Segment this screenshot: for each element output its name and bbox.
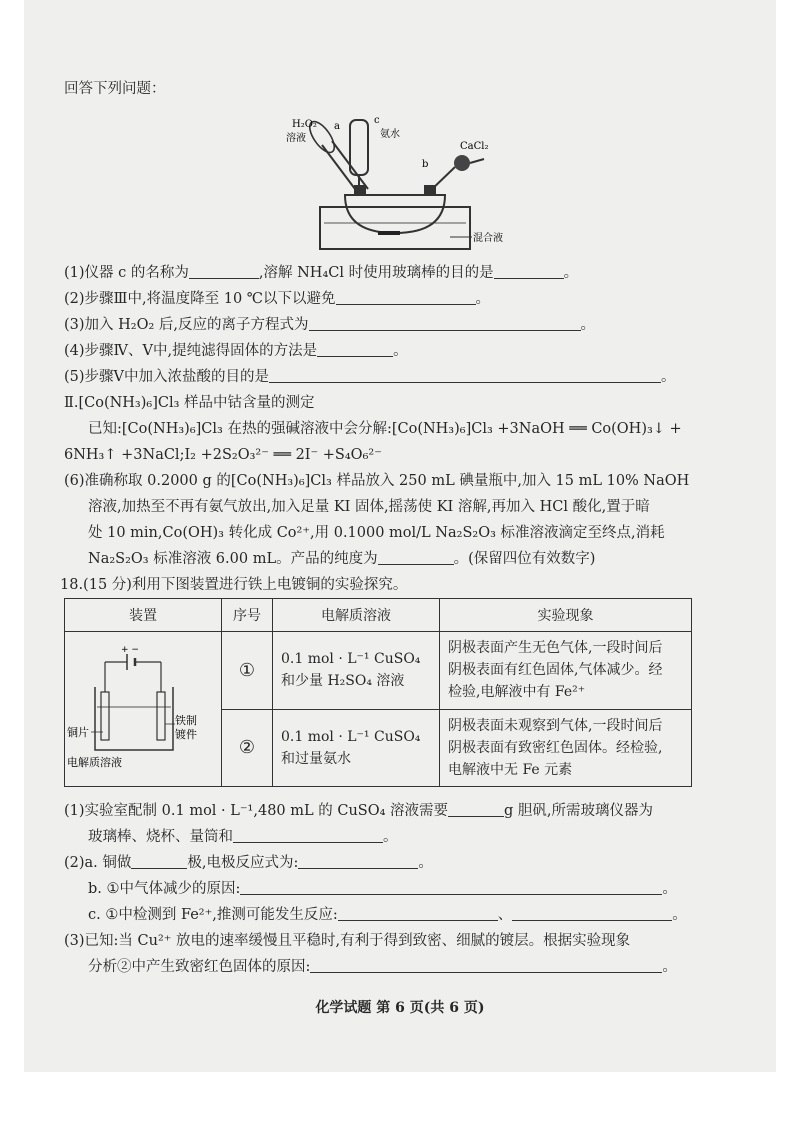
question-6-line-2: 溶液,加热至不再有氨气放出,加入足量 KI 固体,摇荡使 KI 溶解,再加入 HCl 酸化,置于暗 [88,499,650,515]
row-number: ① [222,632,273,710]
table-row [65,632,692,710]
label-part: 镀件 [175,728,197,741]
label-c: c [374,115,380,126]
question-18-2b: b. ①中气体减少的原因: 。 [88,881,677,897]
label-cacl2: CaCl₂ [460,141,489,152]
electroplating-diagram [65,632,219,782]
table-header: 电解质溶液 [273,599,440,632]
label-electrolyte: 电解质溶液 [67,756,122,769]
question-6-line-4: Na₂S₂O₃ 标准溶液 6.00 mL。产品的纯度为 。(保留四位有效数字) [88,551,596,567]
question-18-2a: (2)a. 铜做 极,电极反应式为: 。 [64,855,433,871]
table-header: 序号 [222,599,273,632]
question-2: (2)步骤Ⅲ中,将温度降至 10 ℃以下以避免 。 [64,291,491,307]
question-18-3-cont: 分析②中产生致密红色固体的原因: 。 [88,959,677,975]
label-a: a [334,121,340,132]
answer-blank[interactable] [131,854,187,869]
answer-blank[interactable] [269,368,661,383]
table-header: 装置 [65,599,222,632]
question-18-1: (1)实验室配制 0.1 mol · L⁻¹,480 mL 的 CuSO₄ 溶液需要 g 胆矾,所需玻璃仪器为 [64,803,654,819]
question-4: (4)步骤Ⅳ、Ⅴ中,提纯滤得固体的方法是 。 [64,343,408,359]
question-18-2c: c. ①中检测到 Fe²⁺,推测可能发生反应: 、 。 [88,907,687,923]
device-cell [65,632,222,787]
answer-blank[interactable] [309,316,581,331]
page-margin [0,1072,800,1132]
question-18-title: 18.(15 分)利用下图装置进行铁上电镀铜的实验探究。 [60,577,408,593]
intro-text: 回答下列问题： [64,81,166,97]
answer-blank[interactable] [336,290,476,305]
question-6-line-3: 处 10 min,Co(OH)₃ 转化成 Co²⁺,用 0.1000 mol/L Na₂S₂O₃ 标准溶液滴定至终点,消耗 [88,525,665,541]
known-equation-1: 已知:[Co(NH₃)₆]Cl₃ 在热的强碱溶液中会分解:[Co(NH₃)₆]Cl₃ +3NaOH ══ Co(OH)₃↓ + [88,421,682,437]
answer-blank[interactable] [338,906,498,921]
label-mixture: 混合液 [473,233,503,244]
answer-blank[interactable] [448,802,504,817]
answer-blank[interactable] [378,550,454,565]
solution-cell: 0.1 mol · L⁻¹ CuSO₄ 和少量 H₂SO₄ 溶液 [273,632,440,710]
known-equation-2: 6NH₃↑ +3NaCl;I₂ +2S₂O₃²⁻ ══ 2I⁻ +S₄O₆²⁻ [64,447,382,463]
question-6-line-1: (6)准确称取 0.2000 g 的[Co(NH₃)₆]Cl₃ 样品放入 250 mL 碘量瓶中,加入 15 mL 10% NaOH [64,473,690,489]
question-5: (5)步骤Ⅴ中加入浓盐酸的目的是 。 [64,369,676,385]
question-1: (1)仪器 c 的名称为 ,溶解 NH₄Cl 时使用玻璃棒的目的是 。 [64,265,579,281]
row-number: ② [222,709,273,787]
page-footer: 化学试题 第 6 页(共 6 页) [315,1000,485,1016]
label-solution: 溶液 [286,133,306,144]
answer-blank[interactable] [298,854,418,869]
label-iron: 铁制 [175,714,197,727]
part-ii-title: Ⅱ.[Co(NH₃)₆]Cl₃ 样品中钴含量的测定 [64,395,315,411]
table-header: 实验现象 [440,599,692,632]
observation-cell: 阴极表面产生无色气体,一段时间后 阴极表面有红色固体,气体减少。经 检验,电解液中有 Fe²⁺ [440,632,692,710]
observation-cell: 阴极表面未观察到气体,一段时间后 阴极表面有致密红色固体。经检验, 电解液中无 Fe 元素 [440,709,692,787]
label-b: b [422,159,429,170]
label-copper: 铜片 [67,726,89,739]
svg-text:+ −: + − [121,645,139,655]
reaction-apparatus-diagram [250,115,510,255]
experiment-table [64,598,692,787]
answer-blank[interactable] [317,342,393,357]
question-3: (3)加入 H₂O₂ 后,反应的离子方程式为 。 [64,317,596,333]
label-ammonia: 氨水 [380,129,400,140]
label-h2o2: H₂O₂ [292,119,317,130]
question-18-1-cont: 玻璃棒、烧杯、量筒和 。 [88,829,398,845]
answer-blank[interactable] [240,880,662,895]
solution-cell: 0.1 mol · L⁻¹ CuSO₄ 和过量氨水 [273,709,440,787]
answer-blank[interactable] [512,906,672,921]
question-18-3: (3)已知:当 Cu²⁺ 放电的速率缓慢且平稳时,有利于得到致密、细腻的镀层。根据实验现象 [64,933,631,949]
table-header-row [65,599,692,632]
answer-blank[interactable] [494,264,564,279]
answer-blank[interactable] [189,264,259,279]
answer-blank[interactable] [310,958,662,973]
answer-blank[interactable] [233,828,383,843]
